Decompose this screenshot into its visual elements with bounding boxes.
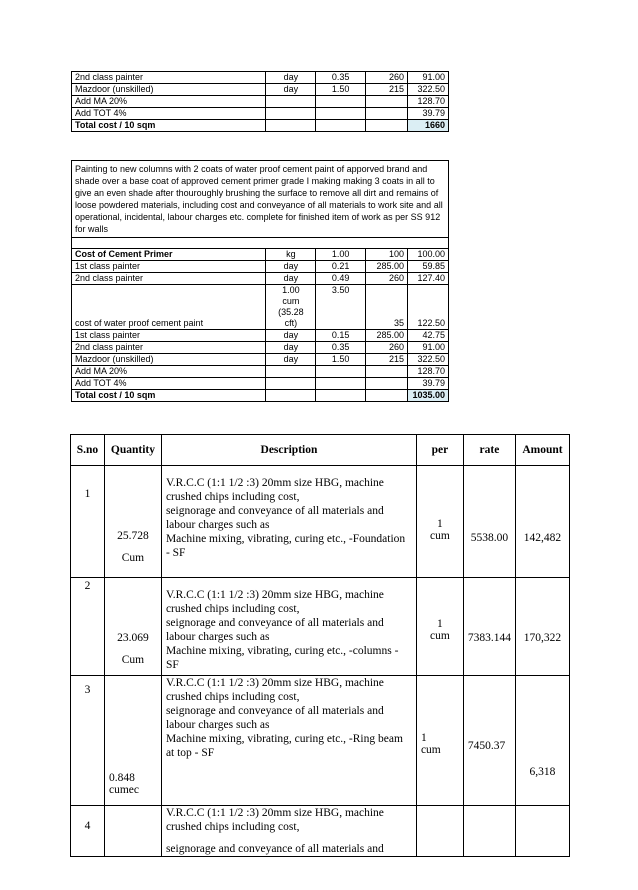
row-amount: 6,318 (515, 676, 569, 806)
table-row (72, 249, 449, 261)
table-row (72, 330, 449, 342)
row-amount: 322.50 (408, 84, 449, 96)
row-desc: 2nd class painter (72, 72, 266, 84)
row-amount: 59.85 (407, 261, 448, 273)
row-amount: 127.40 (407, 273, 448, 285)
total-row (72, 120, 449, 132)
row-rate: 7383.144 (463, 578, 515, 676)
total-value: 1660 (408, 120, 449, 132)
unit-line: (35.28 (278, 307, 304, 317)
row-amount: 322.50 (407, 354, 448, 366)
row-qty: 0.35 (316, 72, 366, 84)
row-qty: 3.50 (316, 285, 366, 330)
row-quantity (104, 578, 161, 676)
quantity-unit: Cum (121, 654, 145, 666)
row-rate: 215 (366, 84, 408, 96)
row-rate: 260 (366, 72, 408, 84)
row-unit (266, 285, 316, 330)
row-qty: 1.00 (316, 249, 366, 261)
row-desc: cost of water proof cement paint (72, 285, 266, 330)
row-amount: 170,322 (515, 578, 569, 676)
row-unit: day (266, 84, 316, 96)
row-qty: 0.35 (316, 342, 366, 354)
table-row (72, 285, 449, 330)
item-description-row (72, 161, 449, 238)
row-rate: 285.00 (366, 330, 408, 342)
row-per: 1 cum (416, 578, 463, 676)
table-row (72, 261, 449, 273)
row-amount: 122.50 (407, 285, 448, 330)
quantity-value: 25.728 (117, 530, 149, 542)
quantity-unit: Cum (121, 552, 145, 564)
row-desc: 2nd class painter (72, 342, 266, 354)
row-amount: 39.79 (407, 378, 448, 390)
table-row (71, 676, 570, 806)
row-description: V.R.C.C (1:1 1/2 :3) 20mm size HBG, machine crushed chips including cost, seignorage and conveyance of all materials and labour charges such as Machine mixing, vibrating, curing etc., -Ring beam at top - SF (161, 676, 416, 806)
row-description: V.R.C.C (1:1 1/2 :3) 20mm size HBG, machine crushed chips including cost, seignorage and conveyance of all materials and labour charges such as Machine mixing, vibrating, curing etc., -Foundation - SF (161, 466, 416, 578)
header-rate: rate (463, 435, 515, 466)
header-amount: Amount (515, 435, 569, 466)
spacer-row (72, 238, 449, 249)
table-row (71, 466, 570, 578)
row-desc: Add TOT 4% (72, 378, 266, 390)
table-row (72, 366, 449, 378)
row-rate: 35 (366, 285, 408, 330)
header-description: Description (161, 435, 416, 466)
row-desc: Add MA 20% (72, 366, 266, 378)
row-unit: day (266, 72, 316, 84)
row-rate: 7450.37 (463, 676, 515, 806)
estimate-table (70, 434, 570, 857)
row-sno: 1 (71, 466, 105, 578)
table-row (72, 108, 449, 120)
row-qty: 0.49 (316, 273, 366, 285)
quantity-unit: cumec (108, 784, 139, 796)
total-label: Total cost / 10 sqm (72, 390, 266, 402)
table-row (72, 84, 449, 96)
header-per: per (416, 435, 463, 466)
row-desc: Add MA 20% (72, 96, 266, 108)
table-row (72, 96, 449, 108)
row-sno: 3 (71, 676, 105, 806)
row-amount: 100.00 (407, 249, 448, 261)
table-row (71, 806, 570, 857)
header-row (71, 435, 570, 466)
row-unit: day (266, 342, 316, 354)
row-qty: 0.15 (316, 330, 366, 342)
table-row (72, 342, 449, 354)
row-desc: Mazdoor (unskilled) (72, 84, 266, 96)
row-amount: 42.75 (407, 330, 448, 342)
row-qty: 1.50 (316, 354, 366, 366)
row-desc: Add TOT 4% (72, 108, 266, 120)
row-description: V.R.C.C (1:1 1/2 :3) 20mm size HBG, machine crushed chips including cost, seignorage and conveyance of all materials and labour charges such as Machine mixing, vibrating, curing etc., -columns - SF (161, 578, 416, 676)
item-description: Painting to new columns with 2 coats of water proof cement paint of apporved brand and shade over a base coat of approved cement primer grade I making making 3 coats in all to give an even shade after thouroughly brushing the surface to remove all dirt and remains of loose powdered materials, including cost and conveyance of all materials to work site and all operational, incidental, labour charges etc. complete for finished item of work as per SS 912 for walls (72, 161, 449, 238)
row-amount: 128.70 (407, 366, 448, 378)
row-rate: 260 (366, 342, 408, 354)
quantity-value: 0.848 (108, 772, 135, 784)
row-amount: 39.79 (408, 108, 449, 120)
total-row (72, 390, 449, 402)
total-value: 1035.00 (407, 390, 448, 402)
row-rate: 215 (366, 354, 408, 366)
row-sno: 2 (71, 578, 105, 676)
row-desc: 1st class painter (72, 261, 266, 273)
row-description: V.R.C.C (1:1 1/2 :3) 20mm size HBG, machine crushed chips including cost, seignorage and conveyance of all materials and (161, 806, 416, 857)
table-row (72, 354, 449, 366)
row-rate: 100 (366, 249, 408, 261)
row-rate: 260 (366, 273, 408, 285)
row-amount: 128.70 (408, 96, 449, 108)
row-desc: 2nd class painter (72, 273, 266, 285)
row-amount: 142,482 (515, 466, 569, 578)
header-quantity: Quantity (104, 435, 161, 466)
row-unit: day (266, 261, 316, 273)
row-qty: 1.50 (316, 84, 366, 96)
row-unit: kg (266, 249, 316, 261)
unit-line: cft) (284, 318, 298, 328)
unit-line: cum (282, 296, 300, 306)
table-row (72, 378, 449, 390)
row-per: 1 cum (416, 676, 463, 806)
table-row (72, 273, 449, 285)
row-amount: 91.00 (407, 342, 448, 354)
row-qty: 0.21 (316, 261, 366, 273)
row-desc: Mazdoor (unskilled) (72, 354, 266, 366)
cost-table-top (71, 71, 449, 132)
row-quantity (104, 466, 161, 578)
row-unit: day (266, 273, 316, 285)
row-quantity (104, 676, 161, 806)
header-sno: S.no (71, 435, 105, 466)
table-row (72, 72, 449, 84)
row-unit: day (266, 354, 316, 366)
unit-line: 1.00 (282, 285, 300, 295)
row-sno: 4 (71, 806, 105, 857)
cost-table-painting (71, 160, 449, 402)
table-row (71, 578, 570, 676)
row-unit: day (266, 330, 316, 342)
row-rate: 5538.00 (463, 466, 515, 578)
total-label: Total cost / 10 sqm (72, 120, 266, 132)
row-per: 1 cum (416, 466, 463, 578)
row-desc: 1st class painter (72, 330, 266, 342)
row-amount: 91.00 (408, 72, 449, 84)
quantity-value: 23.069 (117, 632, 149, 644)
row-rate: 285.00 (366, 261, 408, 273)
row-desc: Cost of Cement Primer (72, 249, 266, 261)
